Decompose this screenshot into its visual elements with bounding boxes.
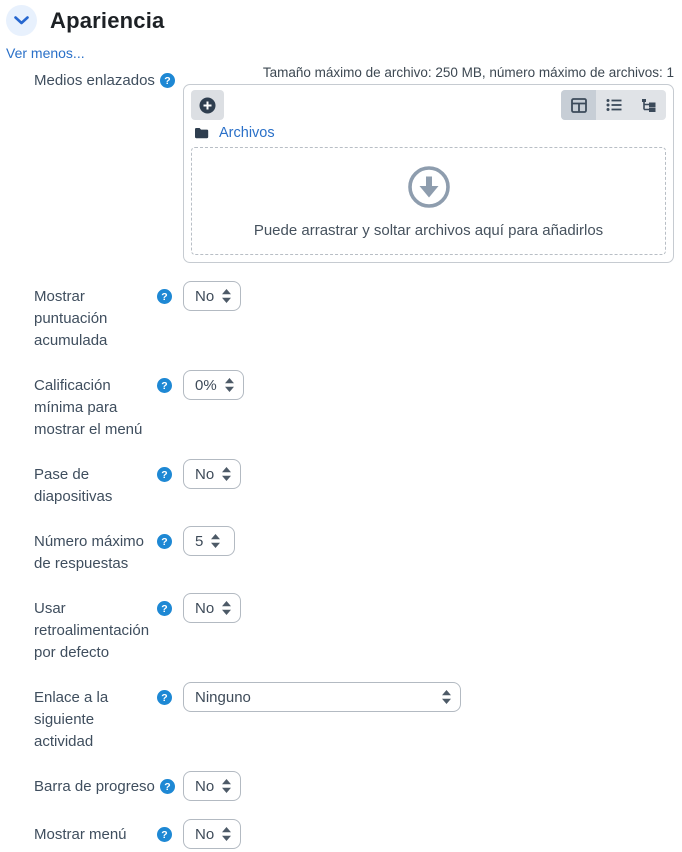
- select-arrows-icon: [222, 779, 231, 793]
- field-row: [6, 370, 676, 441]
- field-label: Pase de diapositivas: [34, 466, 113, 505]
- field-label-wrap: [34, 682, 183, 753]
- dropzone-hint-text: Puede arrastrar y soltar archivos aquí para añadirlos: [253, 221, 604, 239]
- select-value: No: [195, 777, 215, 795]
- help-icon[interactable]: ?: [157, 827, 172, 842]
- filemanager-box: [183, 84, 674, 263]
- help-icon[interactable]: ?: [157, 690, 172, 705]
- field-row: [6, 593, 676, 664]
- field-label-wrap: [34, 65, 183, 263]
- breadcrumb-folder-link[interactable]: Archivos: [219, 125, 275, 141]
- download-arrow-icon: [406, 164, 452, 210]
- fields-container: [6, 281, 676, 849]
- filemanager-toolbar: [184, 85, 673, 120]
- select-arrows-icon: [222, 601, 231, 615]
- select-value: No: [195, 465, 215, 483]
- show-less-link[interactable]: Ver menos...: [6, 45, 85, 61]
- field-label-wrap: [34, 370, 183, 441]
- filemanager-breadcrumb: [184, 120, 673, 144]
- field-select[interactable]: [183, 281, 241, 311]
- chevron-down-icon: [14, 16, 29, 25]
- help-icon[interactable]: ?: [157, 289, 172, 304]
- help-icon[interactable]: ?: [157, 601, 172, 616]
- field-label: Mostrar puntuación acumulada: [34, 288, 108, 349]
- field-select[interactable]: [183, 370, 244, 400]
- field-label: Número máximo de respuestas: [34, 533, 145, 572]
- field-select[interactable]: [183, 819, 241, 849]
- help-icon[interactable]: ?: [157, 378, 172, 393]
- collapse-section-button[interactable]: [6, 5, 37, 36]
- linked-media-row: [6, 65, 676, 263]
- select-arrows-icon: [442, 690, 451, 704]
- display-icons-button[interactable]: [561, 90, 596, 120]
- display-list-button[interactable]: [596, 90, 631, 120]
- field-select[interactable]: [183, 459, 241, 489]
- field-label: Usar retroalimentación por defecto: [34, 600, 150, 661]
- tree-view-icon: [641, 98, 657, 112]
- field-label: Barra de progreso: [34, 778, 155, 795]
- select-value: Ninguno: [195, 688, 251, 706]
- select-arrows-icon: [225, 378, 234, 392]
- display-mode-toggle-group: [561, 90, 666, 120]
- field-label-wrap: [34, 771, 183, 801]
- section-header: [6, 5, 676, 36]
- filemanager: [183, 65, 676, 263]
- field-label-wrap: [34, 281, 183, 352]
- field-label: Enlace a la siguiente actividad: [34, 689, 109, 750]
- select-arrows-icon: [222, 827, 231, 841]
- select-arrows-icon: [211, 534, 220, 548]
- field-row: [6, 526, 676, 575]
- field-label-wrap: [34, 526, 183, 575]
- list-view-icon: [606, 98, 622, 112]
- field-label: Medios enlazados: [34, 72, 155, 89]
- field-row: [6, 819, 676, 849]
- field-select[interactable]: [183, 682, 461, 712]
- select-arrows-icon: [222, 289, 231, 303]
- field-row: [6, 682, 676, 753]
- grid-view-icon: [571, 98, 587, 113]
- add-file-button[interactable]: [191, 90, 224, 120]
- field-row: [6, 771, 676, 801]
- help-icon[interactable]: ?: [160, 779, 175, 794]
- field-select[interactable]: [183, 771, 241, 801]
- field-label: Calificación mínima para mostrar el menú: [34, 377, 143, 438]
- help-icon[interactable]: ?: [157, 534, 172, 549]
- file-limits-caption: Tamaño máximo de archivo: 250 MB, número máximo de archivos: 1: [262, 65, 674, 80]
- help-icon[interactable]: ?: [157, 467, 172, 482]
- folder-icon: [194, 127, 209, 139]
- file-dropzone[interactable]: [191, 147, 666, 255]
- field-label: Mostrar menú: [34, 826, 127, 843]
- field-label-wrap: [34, 819, 183, 849]
- page-title: Apariencia: [50, 7, 165, 33]
- field-select[interactable]: [183, 526, 235, 556]
- field-row: [6, 459, 676, 508]
- select-value: 5: [195, 532, 204, 550]
- select-value: No: [195, 599, 215, 617]
- display-tree-button[interactable]: [631, 90, 666, 120]
- add-file-icon: [199, 97, 216, 114]
- select-value: No: [195, 825, 215, 843]
- help-icon[interactable]: ?: [160, 73, 175, 88]
- select-value: No: [195, 287, 215, 305]
- field-label-wrap: [34, 593, 183, 664]
- select-value: 0%: [195, 376, 217, 394]
- select-arrows-icon: [222, 467, 231, 481]
- field-label-wrap: [34, 459, 183, 508]
- field-row: [6, 281, 676, 352]
- field-select[interactable]: [183, 593, 241, 623]
